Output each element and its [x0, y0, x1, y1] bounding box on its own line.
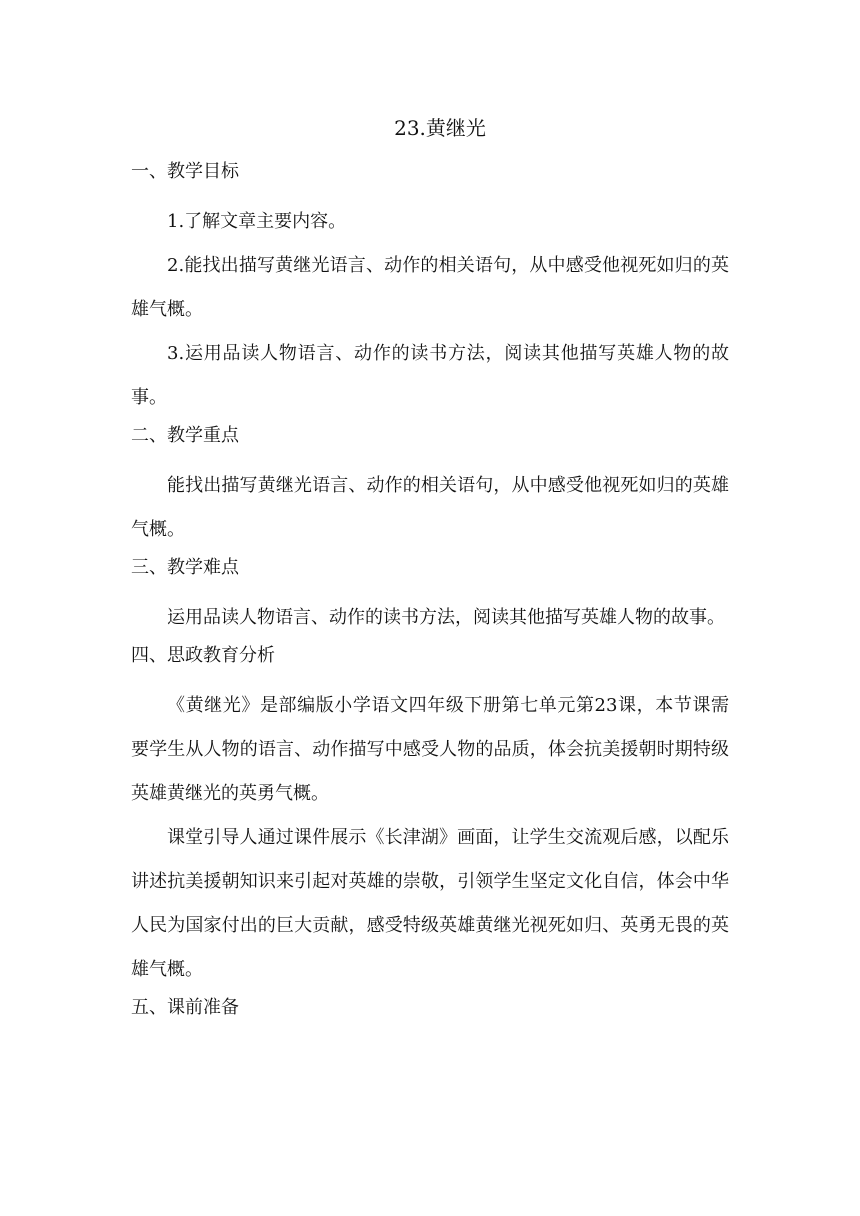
objective-2: 2.能找出描写黄继光语言、动作的相关语句，从中感受他视死如归的英雄气概。 [131, 255, 729, 320]
document-body [131, 112, 729, 1036]
key-points-text: 能找出描写黄继光语言、动作的相关语句，从中感受他视死如归的英雄气概。 [131, 475, 729, 540]
section-heading-preparation: 五、课前准备 [131, 997, 239, 1018]
section-heading-key-points: 二、教学重点 [131, 425, 239, 446]
section-heading-ideological-analysis: 四、思政教育分析 [131, 645, 275, 666]
section-heading-difficulties: 三、教学难点 [131, 557, 239, 578]
section-heading-objectives: 一、教学目标 [131, 161, 239, 182]
objective-1: 1.了解文章主要内容。 [167, 211, 347, 232]
document-title: 23.黄继光 [394, 116, 486, 140]
difficulties-text: 运用品读人物语言、动作的读书方法，阅读其他描写英雄人物的故事。 [167, 607, 725, 628]
objective-3: 3.运用品读人物语言、动作的读书方法，阅读其他描写英雄人物的故事。 [131, 343, 729, 408]
analysis-paragraph-2: 课堂引导人通过课件展示《长津湖》画面，让学生交流观后感，以配乐讲述抗美援朝知识来引起对英雄的崇敬，引领学生坚定文化自信，体会中华人民为国家付出的巨大贡献，感受特级英雄黄继光视死如归、英勇无畏的英雄气概。 [131, 827, 729, 980]
analysis-paragraph-1: 《黄继光》是部编版小学语文四年级下册第七单元第23课，本节课需要学生从人物的语言、动作描写中感受人物的品质，体会抗美援朝时期特级英雄黄继光的英勇气概。 [131, 695, 729, 804]
